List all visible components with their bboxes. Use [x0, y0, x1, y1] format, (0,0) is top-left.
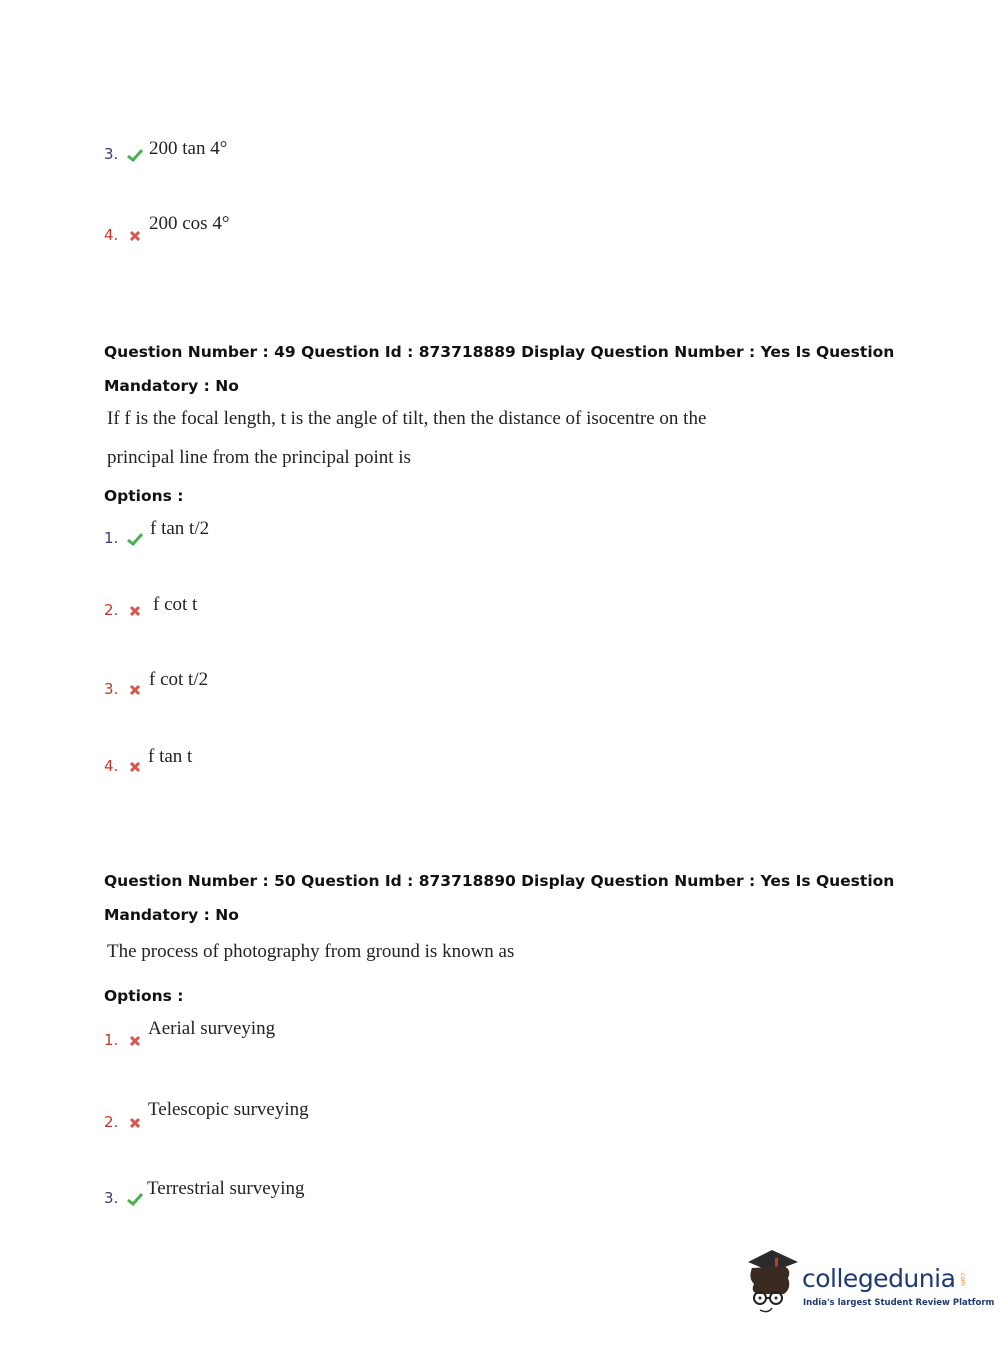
cross-icon [127, 604, 143, 618]
option-number: 1. [104, 1031, 119, 1049]
option-row [104, 528, 143, 547]
logo-tagline: India's largest Student Review Platform [803, 1298, 995, 1308]
option-text: Terrestrial surveying [147, 1178, 305, 1199]
check-icon [127, 148, 143, 162]
question-mandatory: Mandatory : No [104, 906, 239, 924]
options-label: Options : [104, 987, 184, 1005]
option-text: 200 cos 4° [149, 213, 230, 234]
option-row [104, 756, 143, 775]
mascot-icon [742, 1248, 802, 1318]
collegedunia-logo [742, 1248, 995, 1320]
option-row [104, 1030, 143, 1049]
logo-domain: .com [959, 1271, 966, 1286]
option-number: 3. [104, 680, 119, 698]
cross-icon [127, 683, 143, 697]
option-row [104, 600, 143, 619]
option-row [104, 144, 143, 163]
option-text: Aerial surveying [148, 1018, 276, 1039]
option-text: f cot t/2 [149, 669, 209, 690]
question-text: principal line from the principal point is [107, 447, 411, 468]
option-row [104, 1188, 143, 1207]
option-number: 3. [104, 145, 119, 163]
question-header: Question Number : 50 Question Id : 873718890 Display Question Number : Yes Is Question [104, 872, 895, 890]
option-text: 200 tan 4° [149, 138, 228, 159]
cross-icon [127, 760, 143, 774]
option-row [104, 1112, 143, 1131]
option-text: f tan t/2 [150, 518, 210, 539]
cross-icon [127, 229, 143, 243]
option-row [104, 225, 143, 244]
check-icon [127, 532, 143, 546]
option-number: 4. [104, 226, 119, 244]
question-mandatory: Mandatory : No [104, 377, 239, 395]
option-number: 4. [104, 757, 119, 775]
option-number: 2. [104, 601, 119, 619]
cross-icon [127, 1034, 143, 1048]
check-icon [127, 1192, 143, 1206]
question-text: If f is the focal length, t is the angle of tilt, then the distance of isocentre on the [107, 408, 707, 429]
option-number: 2. [104, 1113, 119, 1131]
option-number: 1. [104, 529, 119, 547]
option-text: Telescopic surveying [148, 1099, 309, 1120]
question-text: The process of photography from ground is known as [107, 941, 515, 962]
logo-wordmark: collegedunia [802, 1264, 956, 1293]
question-header: Question Number : 49 Question Id : 873718889 Display Question Number : Yes Is Question [104, 343, 895, 361]
option-text: f tan t [148, 746, 193, 767]
option-text: f cot t [153, 594, 198, 615]
option-number: 3. [104, 1189, 119, 1207]
cross-icon [127, 1116, 143, 1130]
options-label: Options : [104, 487, 184, 505]
option-row [104, 679, 143, 698]
